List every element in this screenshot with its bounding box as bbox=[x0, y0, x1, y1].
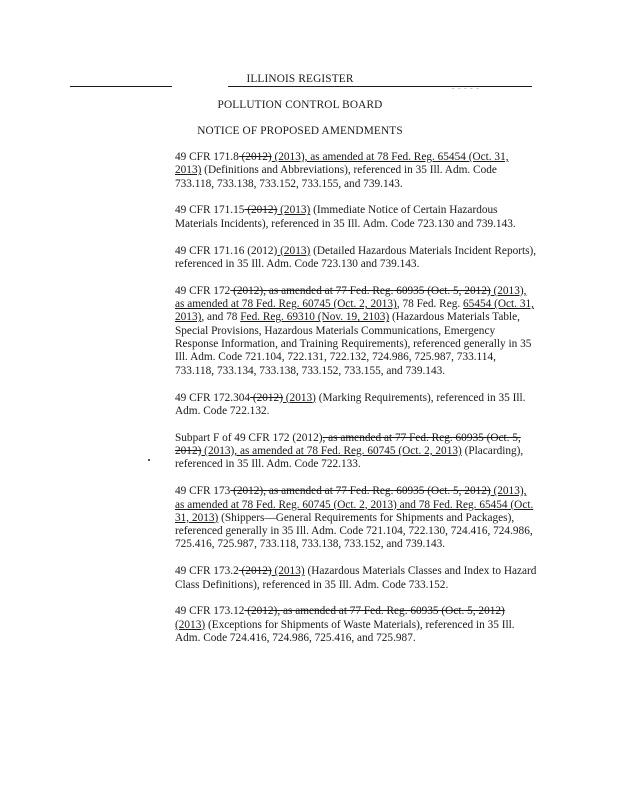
register-title: ILLINOIS REGISTER bbox=[246, 73, 354, 85]
struck-text: (2012), as amended at 77 Fed. Reg. 60935 (Oct. 5, 2012) bbox=[230, 485, 491, 498]
text-span: (Detailed Hazardous Materials Incident Reports), referenced in 35 Ill. Adm. Code 723.130 and 739.143. bbox=[175, 244, 537, 270]
text-span: Subpart F of 49 CFR 172 (2012) bbox=[175, 431, 323, 444]
inserted-text: (2013) bbox=[277, 204, 311, 217]
text-span: (Marking Requirements), referenced in 35 Ill. Adm. Code 722.132. bbox=[175, 391, 526, 417]
struck-text: (2012), as amended at 77 Fed. Reg. 60935 (Oct. 5, 2012) bbox=[230, 284, 491, 297]
struck-text: (2012), as amended at 77 Fed. Reg. 60935 (Oct. 5, 2012) bbox=[244, 605, 505, 618]
struck-text: (2012) bbox=[244, 204, 278, 217]
inserted-text: (2013), as amended at 78 Fed. Reg. 60745 (Oct. 2, 2013) bbox=[175, 284, 527, 311]
text-span: (Shippers—General Requirements for Shipments and Packages), referenced generally in 35 Ill. Adm. Code 721.104, 722.130, 724.416, 724.986, 725.416, 725.987, 733.118, 733.138, 733.152, and 739.143. bbox=[175, 511, 533, 551]
text-span: 49 CFR 172 bbox=[175, 284, 231, 297]
inserted-text: (2013), as amended at 78 Fed. Reg. 65454 (Oct. 31, 2013) bbox=[175, 151, 509, 177]
inserted-text: (2013) bbox=[271, 565, 305, 578]
paragraph-subpart-f-49cfr172 bbox=[175, 432, 537, 472]
text-span: (Hazardous Materials Classes and Index to Hazard Class Definitions), referenced in 35 Ill. Adm. Code 733.152. bbox=[175, 565, 537, 591]
inserted-text: (2013) bbox=[277, 244, 311, 257]
text-span: 49 CFR 171.15 bbox=[175, 204, 245, 217]
text-span: 49 CFR 171.8 bbox=[175, 151, 239, 163]
inserted-text: (2013), as amended at 78 Fed. Reg. 60745 (Oct. 2, 2013) and 78 Fed. Reg. 65454 (Oct. 31, 2013) bbox=[175, 485, 534, 524]
text-span: 49 CFR 173 bbox=[175, 485, 231, 498]
text-span: (Immediate Notice of Certain Hazardous Materials Incidents), referenced in 35 Ill. Adm. Code 723.130 and 739.143. bbox=[175, 204, 516, 230]
inserted-text: (2013) bbox=[175, 618, 206, 631]
struck-text: (2012) bbox=[238, 565, 272, 578]
margin-speck bbox=[148, 459, 150, 461]
inserted-text: (2013) bbox=[282, 391, 316, 404]
paragraph-49cfr171-15 bbox=[175, 204, 537, 231]
page-mark: - - - - - bbox=[452, 84, 480, 92]
paragraph-49cfr173-2 bbox=[175, 565, 537, 592]
inserted-text: 65454 (Oct. 31, 2013) bbox=[175, 298, 534, 324]
text-span: 49 CFR 172.304 bbox=[175, 391, 251, 404]
paragraph-49cfr172-304 bbox=[175, 392, 537, 419]
paragraph-49cfr172 bbox=[175, 285, 537, 378]
paragraph-49cfr173 bbox=[175, 485, 537, 551]
header-rule-left bbox=[70, 86, 172, 87]
notice-title: NOTICE OF PROPOSED AMENDMENTS bbox=[197, 125, 403, 137]
inserted-text: (2013), as amended at 78 Fed. Reg. 60745 (Oct. 2, 2013) bbox=[201, 445, 462, 458]
inserted-text: Fed. Reg. 69310 (Nov. 19, 2103) bbox=[240, 311, 390, 324]
header-rule-right bbox=[228, 86, 532, 87]
text-span: (Hazardous Materials Table, Special Provisions, Hazardous Materials Communications, Emergency Response Information, and Training Requirements), referenced generally in 35 Ill. Adm. Code 721.104, 722.131, 722.132, 724.986, 725.987, 733.114, 733.118, 733.134, 733.138, 733.152, 733.155, and 739.143. bbox=[175, 311, 532, 377]
agency-name: POLLUTION CONTROL BOARD bbox=[217, 99, 383, 111]
text-span: , and 78 bbox=[201, 311, 241, 324]
paragraph-49cfr173-12 bbox=[175, 605, 537, 645]
text-span: 49 CFR 173.2 bbox=[175, 565, 239, 578]
text-span: (Placarding), referenced in 35 Ill. Adm. Code 722.133. bbox=[175, 445, 524, 471]
text-span: , 78 Fed. Reg. bbox=[396, 298, 464, 311]
paragraph-49cfr171-16 bbox=[175, 245, 537, 272]
document-body bbox=[175, 151, 537, 659]
text-span: (Definitions and Abbreviations), referenced in 35 Ill. Adm. Code 733.118, 733.138, 733.152, 733.155, and 739.143. bbox=[175, 164, 497, 190]
paragraph-49cfr171-8 bbox=[175, 151, 537, 191]
struck-text: (2012) bbox=[250, 391, 283, 404]
text-span: 49 CFR 171.16 (2012) bbox=[175, 244, 278, 257]
struck-text: (2012) bbox=[238, 151, 272, 163]
struck-text: , as amended at 77 Fed. Reg. 60935 (Oct. 5, 2012) bbox=[175, 431, 521, 458]
text-span: (Exceptions for Shipments of Waste Materials), referenced in 35 Ill. Adm. Code 724.416, 724.986, 725.416, and 725.987. bbox=[175, 618, 515, 645]
text-span: 49 CFR 173.12 bbox=[175, 605, 245, 618]
